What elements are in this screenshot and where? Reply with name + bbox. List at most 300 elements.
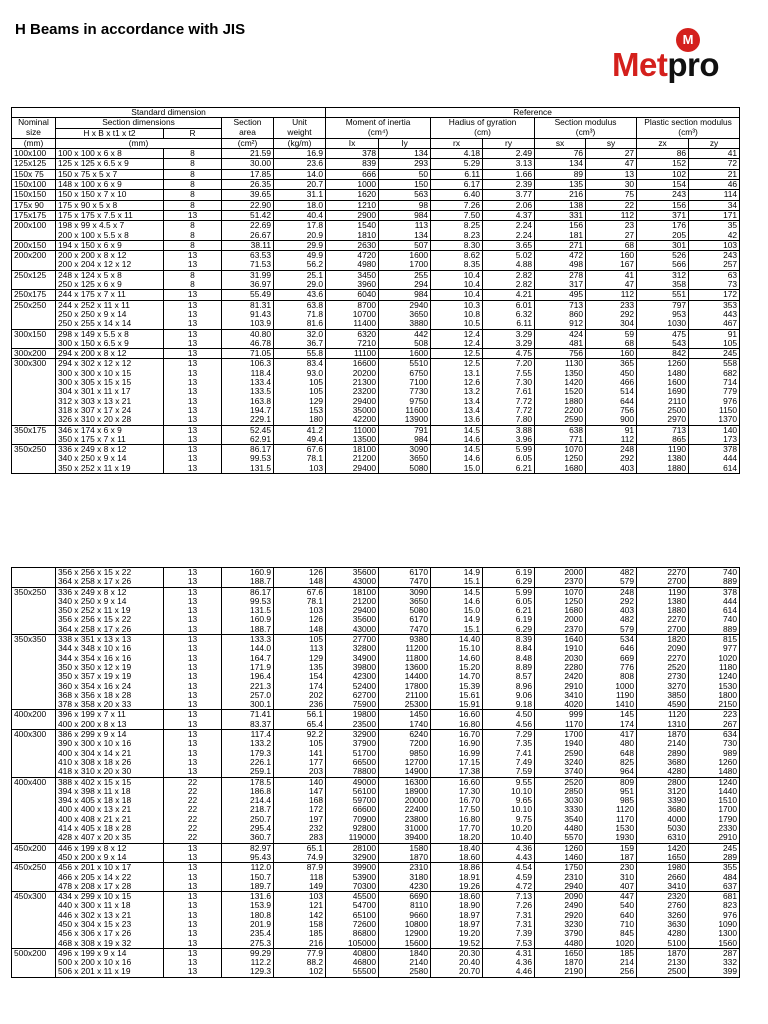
radius-cell: 13 bbox=[164, 606, 222, 615]
radius-cell: 13 bbox=[164, 758, 222, 767]
nominal-size-cell bbox=[12, 597, 56, 606]
plastic-zy-cell: 103 bbox=[689, 240, 740, 250]
nominal-size-cell: 400x400 bbox=[12, 777, 56, 787]
plastic-zx-cell: 86 bbox=[637, 149, 689, 159]
dimensions-cell: 496 x 199 x 9 x 14 bbox=[56, 948, 164, 958]
area-unit: (cm²) bbox=[222, 138, 274, 148]
modulus-sy-cell: 403 bbox=[586, 606, 637, 615]
nominal-size-cell bbox=[12, 464, 56, 474]
inertia-iy-cell: 11600 bbox=[379, 406, 431, 415]
inertia-unit: (cm⁴) bbox=[326, 128, 431, 138]
gyration-rx-cell: 6.40 bbox=[431, 190, 483, 200]
plastic-zx-cell: 4280 bbox=[637, 929, 689, 938]
modulus-sx-cell: 2190 bbox=[535, 967, 586, 977]
radius-cell: 13 bbox=[164, 587, 222, 597]
gyration-ry-cell: 10.10 bbox=[483, 787, 535, 796]
modulus-sx-cell: 424 bbox=[535, 329, 586, 339]
radius-cell: 13 bbox=[164, 710, 222, 720]
inertia-iy-cell: 563 bbox=[379, 190, 431, 200]
nominal-size-cell bbox=[12, 824, 56, 833]
unit-weight-cell: 105 bbox=[274, 387, 326, 396]
modulus-sy-cell: 27 bbox=[586, 231, 637, 241]
table-row bbox=[12, 911, 740, 920]
section-area-cell: 178.5 bbox=[222, 777, 274, 787]
unit-weight-cell: 56.2 bbox=[274, 260, 326, 270]
table-row bbox=[12, 149, 740, 159]
gyration-rx-cell: 7.26 bbox=[431, 200, 483, 210]
plastic-zx-cell: 2270 bbox=[637, 568, 689, 578]
modulus-sy-cell: 1000 bbox=[586, 682, 637, 691]
radius-cell: 13 bbox=[164, 691, 222, 700]
radius-cell: 13 bbox=[164, 615, 222, 624]
plastic-zx-cell: 842 bbox=[637, 349, 689, 359]
gyration-ry-cell: 4.54 bbox=[483, 863, 535, 873]
gyration-rx-cell: 16.60 bbox=[431, 777, 483, 787]
section-area-cell: 38.11 bbox=[222, 240, 274, 250]
plastic-zy-cell: 46 bbox=[689, 180, 740, 190]
dimensions-cell: 450 x 304 x 15 x 23 bbox=[56, 920, 164, 929]
inertia-iy-cell: 984 bbox=[379, 210, 431, 220]
plastic-zx-cell: 2890 bbox=[637, 749, 689, 758]
gyration-ry-cell: 7.72 bbox=[483, 406, 535, 415]
inertia-ix-cell: 39900 bbox=[326, 863, 379, 873]
nominal-size-cell bbox=[12, 967, 56, 977]
section-area-cell: 196.4 bbox=[222, 672, 274, 681]
dimensions-cell: 300 x 305 x 15 x 15 bbox=[56, 378, 164, 387]
unit-weight-cell: 172 bbox=[274, 805, 326, 814]
inertia-ix-cell: 119000 bbox=[326, 833, 379, 843]
gyration-ry-cell: 9.18 bbox=[483, 700, 535, 710]
plastic-zy-cell: 35 bbox=[689, 221, 740, 231]
nominal-size-cell bbox=[12, 415, 56, 425]
gyration-ry-cell: 7.49 bbox=[483, 758, 535, 767]
gyration-rx-cell: 18.86 bbox=[431, 863, 483, 873]
modulus-sx-cell: 2030 bbox=[535, 654, 586, 663]
r-header: R bbox=[164, 128, 222, 138]
gyration-rx-cell: 17.30 bbox=[431, 787, 483, 796]
table-row bbox=[12, 231, 740, 241]
dimensions-cell: 378 x 358 x 20 x 33 bbox=[56, 700, 164, 710]
inertia-ix-cell: 37900 bbox=[326, 739, 379, 748]
radius-cell: 22 bbox=[164, 787, 222, 796]
unit-weight-cell: 105 bbox=[274, 635, 326, 645]
unit-weight-cell: 77.9 bbox=[274, 948, 326, 958]
gyration-rx-cell: 19.26 bbox=[431, 882, 483, 892]
plastic-zx-cell: 1600 bbox=[637, 378, 689, 387]
gyration-rx-cell: 8.23 bbox=[431, 231, 483, 241]
radius-cell: 22 bbox=[164, 833, 222, 843]
radius-cell: 13 bbox=[164, 464, 222, 474]
modulus-sx-cell: 860 bbox=[535, 310, 586, 319]
inertia-iy-cell: 1600 bbox=[379, 251, 431, 261]
modulus-sx-cell: 2420 bbox=[535, 672, 586, 681]
inertia-iy-cell: 3090 bbox=[379, 445, 431, 455]
nominal-size-cell bbox=[12, 939, 56, 949]
inertia-iy-cell: 1580 bbox=[379, 843, 431, 853]
nominal-size-cell: 175x 90 bbox=[12, 200, 56, 210]
inertia-iy-cell: 4230 bbox=[379, 882, 431, 892]
gyration-ry-cell: 8.96 bbox=[483, 682, 535, 691]
gyration-rx-cell: 14.6 bbox=[431, 454, 483, 463]
radius-cell: 13 bbox=[164, 415, 222, 425]
nominal-size-cell bbox=[12, 796, 56, 805]
modulus-sx-cell: 2850 bbox=[535, 787, 586, 796]
gyration-rx-cell: 15.91 bbox=[431, 700, 483, 710]
unit-weight-cell: 140 bbox=[274, 777, 326, 787]
unit-weight-cell: 121 bbox=[274, 901, 326, 910]
unit-weight-cell: 283 bbox=[274, 833, 326, 843]
section-area-cell: 55.49 bbox=[222, 290, 274, 300]
section-area-cell: 99.53 bbox=[222, 454, 274, 463]
modulus-sx-cell: 89 bbox=[535, 169, 586, 179]
gyration-ry-cell: 2.39 bbox=[483, 180, 535, 190]
table-row bbox=[12, 169, 740, 179]
modulus-sy-cell: 75 bbox=[586, 190, 637, 200]
inertia-ix-cell: 1210 bbox=[326, 200, 379, 210]
plastic-zx-cell: 2090 bbox=[637, 644, 689, 653]
table-row bbox=[12, 682, 740, 691]
plastic-zy-cell: 399 bbox=[689, 967, 740, 977]
dimensions-cell: 360 x 354 x 16 x 24 bbox=[56, 682, 164, 691]
plastic-zy-cell: 2330 bbox=[689, 824, 740, 833]
iy-header: Iy bbox=[379, 138, 431, 148]
gyration-ry-cell: 6.19 bbox=[483, 568, 535, 578]
inertia-ix-cell: 43000 bbox=[326, 577, 379, 587]
modulus-sx-cell: 4480 bbox=[535, 939, 586, 949]
nominal-size-cell: 400x300 bbox=[12, 730, 56, 740]
modulus-sx-cell: 638 bbox=[535, 425, 586, 435]
inertia-iy-cell: 12900 bbox=[379, 929, 431, 938]
gyration-rx-cell: 14.70 bbox=[431, 672, 483, 681]
dimensions-cell: 434 x 299 x 10 x 15 bbox=[56, 892, 164, 902]
section-area-cell: 26.67 bbox=[222, 231, 274, 241]
plastic-zy-cell: 355 bbox=[689, 863, 740, 873]
unit-weight-cell: 185 bbox=[274, 929, 326, 938]
section-area-cell: 201.9 bbox=[222, 920, 274, 929]
section-area-cell: 99.53 bbox=[222, 597, 274, 606]
unit-weight-cell: 36.7 bbox=[274, 339, 326, 349]
dimensions-cell: 456 x 201 x 10 x 17 bbox=[56, 863, 164, 873]
table-row bbox=[12, 920, 740, 929]
modulus-sy-cell: 112 bbox=[586, 290, 637, 300]
gyration-ry-cell: 6.21 bbox=[483, 464, 535, 474]
table-header bbox=[12, 108, 740, 149]
gyration-ry-cell: 7.20 bbox=[483, 359, 535, 369]
table-row bbox=[12, 397, 740, 406]
radius-cell: 8 bbox=[164, 270, 222, 280]
section-area-cell: 95.43 bbox=[222, 853, 274, 863]
modulus-sx-cell: 156 bbox=[535, 221, 586, 231]
dimensions-cell: 336 x 249 x 8 x 12 bbox=[56, 587, 164, 597]
size-header: size bbox=[12, 128, 56, 138]
unit-weight-cell: 216 bbox=[274, 939, 326, 949]
table-row bbox=[12, 378, 740, 387]
plastic-zx-cell: 3410 bbox=[637, 882, 689, 892]
gyration-ry-cell: 7.35 bbox=[483, 739, 535, 748]
radius-cell: 8 bbox=[164, 200, 222, 210]
inertia-ix-cell: 1540 bbox=[326, 221, 379, 231]
gyration-ry-cell: 5.02 bbox=[483, 251, 535, 261]
dimensions-cell: 344 x 348 x 10 x 16 bbox=[56, 644, 164, 653]
nominal-size-cell bbox=[12, 749, 56, 758]
plastic-zy-cell: 1150 bbox=[689, 406, 740, 415]
radius-cell: 13 bbox=[164, 967, 222, 977]
unit-weight-cell: 49.9 bbox=[274, 251, 326, 261]
area-header: Section bbox=[222, 118, 274, 128]
table-row bbox=[12, 863, 740, 873]
unit-weight-cell: 41.2 bbox=[274, 425, 326, 435]
modulus-sy-cell: 185 bbox=[586, 948, 637, 958]
section-area-cell: 81.31 bbox=[222, 300, 274, 310]
gyration-rx-cell: 15.20 bbox=[431, 663, 483, 672]
inertia-ix-cell: 11100 bbox=[326, 349, 379, 359]
radius-cell: 13 bbox=[164, 251, 222, 261]
gyration-ry-cell: 4.59 bbox=[483, 873, 535, 882]
radius-cell: 13 bbox=[164, 767, 222, 777]
unit-weight-cell: 103 bbox=[274, 892, 326, 902]
inertia-iy-cell: 442 bbox=[379, 329, 431, 339]
gyration-ry-cell: 5.99 bbox=[483, 587, 535, 597]
table-row bbox=[12, 615, 740, 624]
inertia-ix-cell: 1000 bbox=[326, 180, 379, 190]
inertia-ix-cell: 378 bbox=[326, 149, 379, 159]
table-row bbox=[12, 929, 740, 938]
plastic-zx-cell: 1380 bbox=[637, 454, 689, 463]
modulus-header: Section modulus bbox=[535, 118, 637, 128]
inertia-iy-cell: 6240 bbox=[379, 730, 431, 740]
table-row bbox=[12, 568, 740, 578]
unit-weight-cell: 168 bbox=[274, 796, 326, 805]
dimensions-cell: 388 x 402 x 15 x 15 bbox=[56, 777, 164, 787]
modulus-sx-cell: 1250 bbox=[535, 454, 586, 463]
plastic-zx-cell: 2700 bbox=[637, 577, 689, 587]
gyration-ry-cell: 7.39 bbox=[483, 929, 535, 938]
inertia-ix-cell: 55500 bbox=[326, 967, 379, 977]
plastic-zx-cell: 156 bbox=[637, 200, 689, 210]
unit-weight-cell: 148 bbox=[274, 577, 326, 587]
radius-cell: 8 bbox=[164, 159, 222, 169]
gyration-ry-cell: 7.29 bbox=[483, 730, 535, 740]
plastic-zy-cell: 740 bbox=[689, 615, 740, 624]
plastic-zx-cell: 3120 bbox=[637, 787, 689, 796]
table-row bbox=[12, 445, 740, 455]
section-area-cell: 160.9 bbox=[222, 568, 274, 578]
radius-cell: 13 bbox=[164, 290, 222, 300]
gyration-rx-cell: 4.18 bbox=[431, 149, 483, 159]
zy-header: zy bbox=[689, 138, 740, 148]
section-area-cell: 235.4 bbox=[222, 929, 274, 938]
plastic-zx-cell: 713 bbox=[637, 425, 689, 435]
radius-cell: 13 bbox=[164, 843, 222, 853]
page-title: H Beams in accordance with JIS bbox=[15, 21, 246, 38]
unit-weight-cell: 18.0 bbox=[274, 200, 326, 210]
gyration-ry-cell: 9.65 bbox=[483, 796, 535, 805]
plastic-zx-cell: 1420 bbox=[637, 843, 689, 853]
radius-cell: 13 bbox=[164, 920, 222, 929]
modulus-sy-cell: 482 bbox=[586, 615, 637, 624]
section-area-cell: 46.78 bbox=[222, 339, 274, 349]
section-area-cell: 131.6 bbox=[222, 892, 274, 902]
radius-cell: 22 bbox=[164, 824, 222, 833]
unit-weight-cell: 232 bbox=[274, 824, 326, 833]
section-area-cell: 214.4 bbox=[222, 796, 274, 805]
modulus-sx-cell: 3030 bbox=[535, 796, 586, 805]
plastic-zy-cell: 444 bbox=[689, 597, 740, 606]
gyration-rx-cell: 14.5 bbox=[431, 445, 483, 455]
inertia-ix-cell: 28100 bbox=[326, 843, 379, 853]
weight-header-2: weight bbox=[274, 128, 326, 138]
modulus-sy-cell: 27 bbox=[586, 149, 637, 159]
dimensions-cell: 200 x 200 x 8 x 12 bbox=[56, 251, 164, 261]
gyration-rx-cell: 20.30 bbox=[431, 948, 483, 958]
radius-cell: 13 bbox=[164, 892, 222, 902]
gyration-rx-cell: 13.4 bbox=[431, 397, 483, 406]
section-area-cell: 133.4 bbox=[222, 378, 274, 387]
dimensions-cell: 350 x 175 x 7 x 11 bbox=[56, 435, 164, 445]
dimensions-cell: 250 x 255 x 14 x 14 bbox=[56, 319, 164, 329]
gyration-ry-cell: 6.11 bbox=[483, 319, 535, 329]
radius-cell: 13 bbox=[164, 882, 222, 892]
table-row bbox=[12, 577, 740, 587]
table-row bbox=[12, 270, 740, 280]
inertia-ix-cell: 20200 bbox=[326, 369, 379, 378]
inertia-iy-cell: 23800 bbox=[379, 815, 431, 824]
modulus-sy-cell: 1530 bbox=[586, 824, 637, 833]
unit-weight-cell: 93.0 bbox=[274, 369, 326, 378]
section-area-cell: 133.5 bbox=[222, 387, 274, 396]
section-area-cell: 39.65 bbox=[222, 190, 274, 200]
plastic-zy-cell: 889 bbox=[689, 625, 740, 635]
plastic-zx-cell: 1190 bbox=[637, 587, 689, 597]
nominal-size-cell: 250x250 bbox=[12, 300, 56, 310]
modulus-sy-cell: 1190 bbox=[586, 691, 637, 700]
gyration-ry-cell: 4.56 bbox=[483, 720, 535, 730]
modulus-sx-cell: 771 bbox=[535, 435, 586, 445]
inertia-ix-cell: 4980 bbox=[326, 260, 379, 270]
inertia-ix-cell: 23500 bbox=[326, 720, 379, 730]
modulus-sy-cell: 646 bbox=[586, 644, 637, 653]
nominal-size-cell bbox=[12, 606, 56, 615]
table-row bbox=[12, 758, 740, 767]
modulus-sy-cell: 159 bbox=[586, 843, 637, 853]
plastic-zx-cell: 3630 bbox=[637, 920, 689, 929]
inertia-ix-cell: 49000 bbox=[326, 777, 379, 787]
section-area-cell: 164.7 bbox=[222, 654, 274, 663]
unit-weight-cell: 20.7 bbox=[274, 180, 326, 190]
modulus-sx-cell: 3740 bbox=[535, 767, 586, 777]
plastic-zy-cell: 378 bbox=[689, 445, 740, 455]
gyration-rx-cell: 18.91 bbox=[431, 873, 483, 882]
modulus-sx-cell: 135 bbox=[535, 180, 586, 190]
gyration-rx-cell: 14.9 bbox=[431, 568, 483, 578]
plastic-zy-cell: 21 bbox=[689, 169, 740, 179]
gyration-rx-cell: 17.70 bbox=[431, 824, 483, 833]
dimensions-cell: 294 x 200 x 8 x 12 bbox=[56, 349, 164, 359]
plastic-zy-cell: 484 bbox=[689, 873, 740, 882]
modulus-sy-cell: 482 bbox=[586, 568, 637, 578]
inertia-iy-cell: 9750 bbox=[379, 397, 431, 406]
table-row bbox=[12, 319, 740, 329]
logo-wordmark: Metpro bbox=[612, 46, 720, 83]
gyration-ry-cell: 4.36 bbox=[483, 843, 535, 853]
inertia-ix-cell: 1810 bbox=[326, 231, 379, 241]
modulus-sy-cell: 1410 bbox=[586, 700, 637, 710]
plastic-zx-cell: 1870 bbox=[637, 948, 689, 958]
section-area-cell: 360.7 bbox=[222, 833, 274, 843]
modulus-sy-cell: 292 bbox=[586, 597, 637, 606]
plastic-zx-cell: 1480 bbox=[637, 369, 689, 378]
plastic-zy-cell: 1790 bbox=[689, 815, 740, 824]
dimensions-cell: 350 x 357 x 19 x 19 bbox=[56, 672, 164, 681]
inertia-ix-cell: 18100 bbox=[326, 587, 379, 597]
nominal-size-cell bbox=[12, 454, 56, 463]
modulus-sy-cell: 756 bbox=[586, 406, 637, 415]
section-area-cell: 144.0 bbox=[222, 644, 274, 653]
plastic-zx-cell: 3260 bbox=[637, 911, 689, 920]
table-row bbox=[12, 280, 740, 290]
unit-weight-cell: 31.1 bbox=[274, 190, 326, 200]
unit-weight-cell: 29.0 bbox=[274, 280, 326, 290]
gyration-rx-cell: 14.40 bbox=[431, 635, 483, 645]
unit-weight-cell: 56.1 bbox=[274, 710, 326, 720]
plastic-zx-cell: 475 bbox=[637, 329, 689, 339]
inertia-ix-cell: 35600 bbox=[326, 568, 379, 578]
section-area-cell: 188.7 bbox=[222, 625, 274, 635]
inertia-iy-cell: 3650 bbox=[379, 597, 431, 606]
radius-cell: 13 bbox=[164, 349, 222, 359]
h-beam-table-1 bbox=[11, 107, 740, 474]
section-area-cell: 250.7 bbox=[222, 815, 274, 824]
table-row bbox=[12, 796, 740, 805]
plastic-zy-cell: 223 bbox=[689, 710, 740, 720]
table-row bbox=[12, 251, 740, 261]
gyration-ry-cell: 8.57 bbox=[483, 672, 535, 681]
nominal-header: Nominal bbox=[12, 118, 56, 128]
modulus-sx-cell: 2000 bbox=[535, 615, 586, 624]
radius-cell: 13 bbox=[164, 672, 222, 681]
gyration-rx-cell: 18.60 bbox=[431, 853, 483, 863]
inertia-iy-cell: 507 bbox=[379, 240, 431, 250]
dims-unit: (mm) bbox=[56, 138, 222, 148]
dimensions-cell: 346 x 174 x 6 x 9 bbox=[56, 425, 164, 435]
inertia-iy-cell: 984 bbox=[379, 290, 431, 300]
table-row bbox=[12, 454, 740, 463]
modulus-sx-cell: 1940 bbox=[535, 739, 586, 748]
gyration-rx-cell: 18.60 bbox=[431, 892, 483, 902]
radius-cell: 8 bbox=[164, 190, 222, 200]
modulus-sx-cell: 5570 bbox=[535, 833, 586, 843]
plastic-zx-cell: 566 bbox=[637, 260, 689, 270]
inertia-iy-cell: 508 bbox=[379, 339, 431, 349]
nominal-size-cell: 175x175 bbox=[12, 210, 56, 220]
modulus-sy-cell: 951 bbox=[586, 787, 637, 796]
dimensions-cell: 394 x 405 x 18 x 18 bbox=[56, 796, 164, 805]
modulus-sx-cell: 1070 bbox=[535, 587, 586, 597]
plastic-zy-cell: 353 bbox=[689, 300, 740, 310]
nominal-size-cell: 300x200 bbox=[12, 349, 56, 359]
inertia-iy-cell: 134 bbox=[379, 231, 431, 241]
modulus-sx-cell: 1910 bbox=[535, 644, 586, 653]
nominal-size-cell: 200x100 bbox=[12, 221, 56, 231]
plastic-zx-cell: 1310 bbox=[637, 720, 689, 730]
plastic-zx-cell: 5100 bbox=[637, 939, 689, 949]
section-area-cell: 131.5 bbox=[222, 606, 274, 615]
modulus-sx-cell: 2200 bbox=[535, 406, 586, 415]
table-row bbox=[12, 853, 740, 863]
gyration-ry-cell: 4.43 bbox=[483, 853, 535, 863]
gyration-rx-cell: 14.60 bbox=[431, 654, 483, 663]
gyration-ry-cell: 2.49 bbox=[483, 149, 535, 159]
